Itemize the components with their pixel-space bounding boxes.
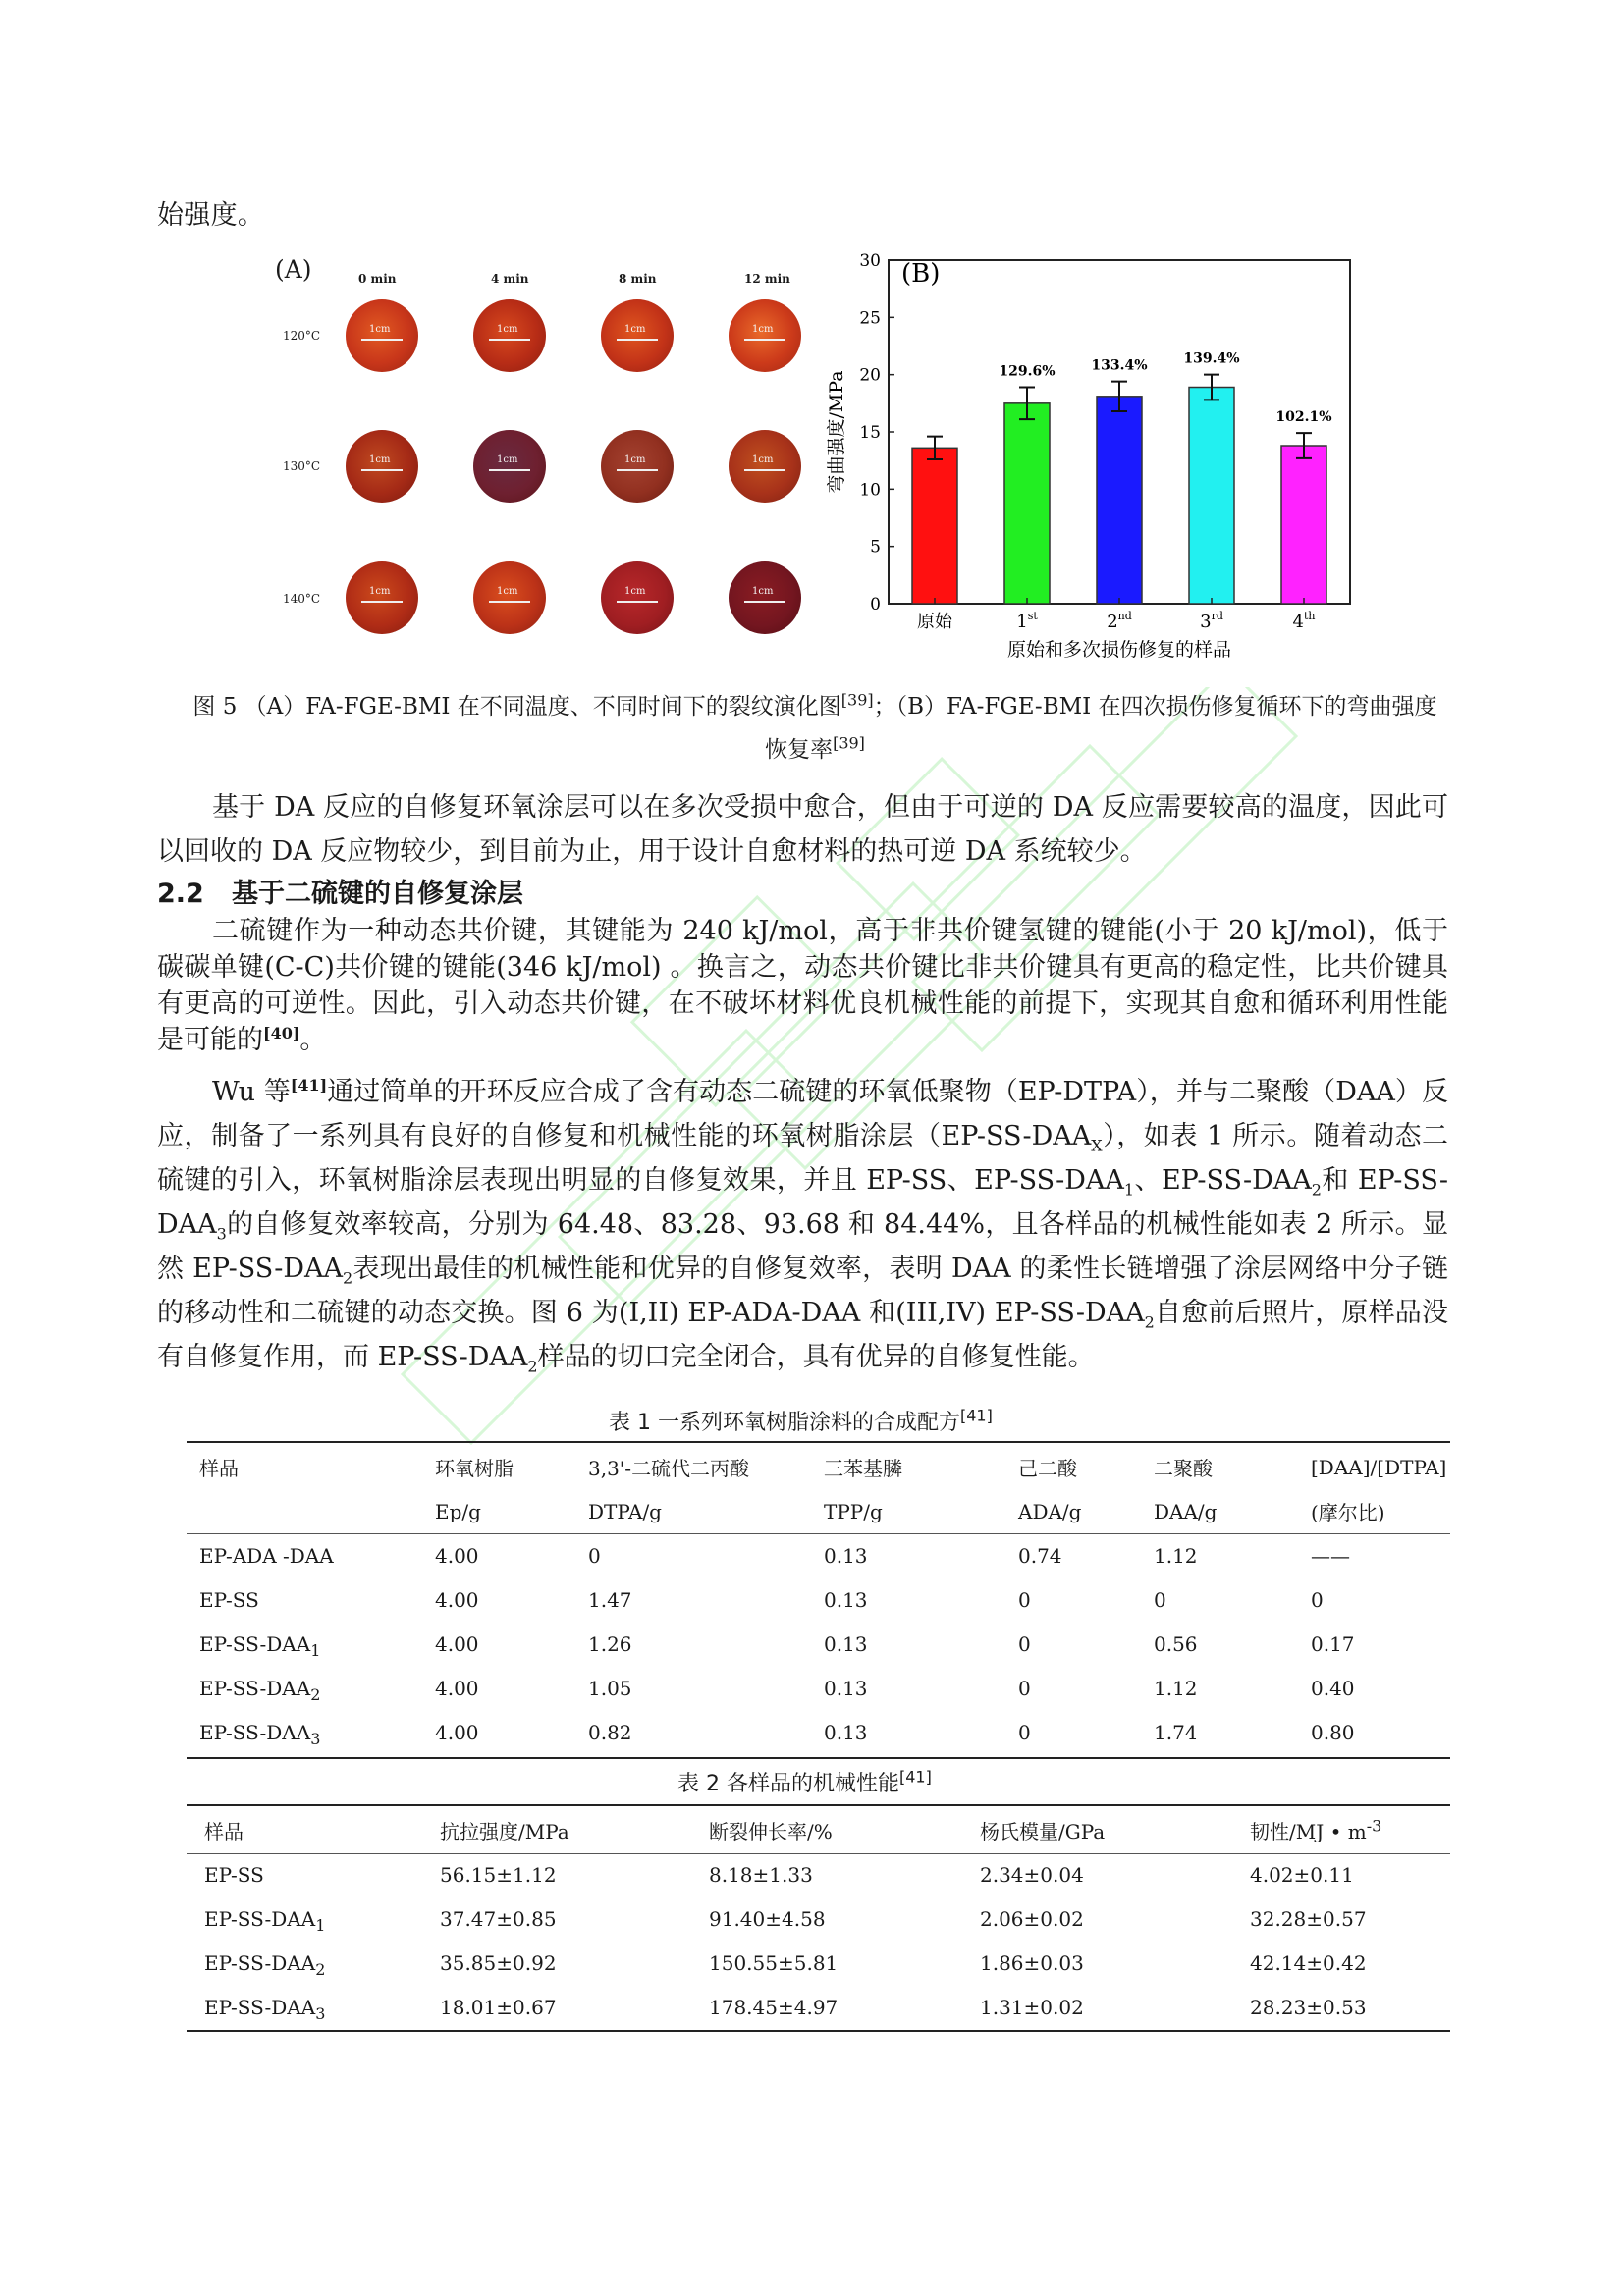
table-cell: 56.15±1.12: [440, 1862, 557, 1887]
panel-b-label: (B): [901, 259, 941, 289]
scale-label: 1cm: [752, 324, 774, 335]
table-cell: 0.82: [588, 1720, 632, 1744]
table-header: [1250, 1808, 1450, 1852]
sample-name: EP-ADA -DAA: [199, 1543, 334, 1568]
table-header: 抗拉强度/MPa: [440, 1820, 569, 1843]
scale-label: 1cm: [752, 586, 774, 597]
table-cell: 35.85±0.92: [440, 1950, 557, 1975]
table-subheader-row: [199, 1489, 1450, 1533]
scale-bar: [361, 469, 403, 471]
x-tick-superscript: rd: [1211, 610, 1223, 622]
scale-bar: [489, 601, 530, 603]
table-cell: 4.00: [435, 1543, 479, 1568]
table-cell: 91.40±4.58: [709, 1906, 826, 1931]
sample-disc: [729, 299, 801, 372]
table-cell: 0.80: [1311, 1720, 1355, 1744]
sample-name: EP-SS-DAA: [199, 1631, 311, 1656]
table-cell: 178.45±4.97: [709, 1995, 839, 2019]
paragraph-text: 的自修复效率较高，分别为 64.48、83.28、93.68 和 84.44%，且各样品的机械性能如表 2 所示。显然 EP-SS-DAA: [157, 1209, 1448, 1284]
y-tick-label: 20: [859, 365, 881, 386]
table-subheader: (摩尔比): [1311, 1501, 1385, 1524]
sample-disc: [346, 561, 418, 634]
table-cell: 4.00: [435, 1720, 479, 1744]
sample-disc: [729, 430, 801, 503]
table-cell: 0.13: [824, 1631, 868, 1656]
table-cell: 0: [588, 1543, 601, 1568]
paragraph-text: 样品的切口完全闭合，具有优异的自修复性能。: [537, 1342, 1095, 1372]
scale-bar: [489, 469, 530, 471]
table-cell: 0: [1311, 1587, 1324, 1612]
y-tick-label: 30: [859, 251, 881, 271]
scale-label: 1cm: [624, 324, 646, 335]
scale-label: 1cm: [369, 454, 391, 465]
subscript: 2: [527, 1357, 538, 1376]
paragraph-text: 表现出最佳的机械性能和优异的自修复效率，表明 DAA 的柔性长链增强了涂层网络中分子链的移动性和二硫键的动态交换。图 6 为(I,II) EP-ADA-DAA 和(III,IV) EP-SS-DAA: [157, 1254, 1448, 1328]
table-header: 断裂伸长率/%: [709, 1820, 833, 1843]
table-row: [199, 1622, 1450, 1666]
sample-subscript: 1: [315, 1915, 326, 1935]
scale-bar: [361, 339, 403, 341]
x-tick-label: [1107, 610, 1132, 632]
time-label: 4 min: [491, 272, 529, 286]
table-2-caption: [677, 1767, 932, 1797]
temp-label: 130°C: [283, 459, 321, 473]
table-row: [199, 1666, 1450, 1710]
table-cell: 0.40: [1311, 1676, 1355, 1700]
table-subheader: DTPA/g: [588, 1499, 662, 1523]
subscript: 1: [1123, 1180, 1135, 1200]
table-rule: [187, 1441, 1450, 1443]
table-cell: 0.74: [1018, 1543, 1062, 1568]
table-cell: 8.18±1.33: [709, 1862, 813, 1887]
table-header: 杨氏模量/GPa: [980, 1820, 1106, 1843]
sample-name-cell: [204, 1852, 440, 1896]
bar: [1281, 446, 1326, 604]
sample-name-cell: [199, 1622, 435, 1666]
subscript: X: [1091, 1136, 1103, 1155]
caption-part: ；（B）FA-FGE-BMI 在四次损伤修复循环下的弯曲强度: [873, 694, 1437, 720]
scale-label: 1cm: [624, 454, 646, 465]
sample-disc: [601, 430, 674, 503]
table-header-row: [199, 1445, 1450, 1489]
table-header-text: 韧性/MJ • m: [1250, 1820, 1367, 1843]
table-cell: 37.47±0.85: [440, 1906, 557, 1931]
table-cell: 0: [1018, 1720, 1031, 1744]
table-cell: 150.55±5.81: [709, 1950, 839, 1975]
paragraph-text: 通过简单的开环反应合成了含有动态二硫键的环氧低聚物（EP-DTPA），并与二聚酸（DAA）反应，制备了一系列具有良好的自修复和机械性能的环氧树脂涂层（EP-SS-DAA: [157, 1077, 1448, 1151]
table-cell: 1.47: [588, 1587, 632, 1612]
sample-disc: [601, 299, 674, 372]
table-cell: 0.13: [824, 1676, 868, 1700]
y-tick-label: 25: [859, 308, 881, 329]
table-header: [DAA]/[DTPA]: [1311, 1455, 1447, 1479]
table-caption-ref: [41]: [960, 1406, 993, 1425]
paragraph-text: ），如表 1 所示。随着动态二硫键的引入，环氧树脂涂层表现出明显的自修复效果，并且 EP-SS、EP-SS-DAA: [157, 1121, 1449, 1196]
table-cell: 0.17: [1311, 1631, 1355, 1656]
data-label: 139.4%: [1183, 350, 1240, 367]
sample-name: EP-SS-DAA: [199, 1720, 311, 1744]
paragraph: [157, 1070, 1448, 1379]
paragraph-text: 自愈前后照片，原样品没有自修复作用，而 EP-SS-DAA: [157, 1298, 1449, 1372]
figure-5-panel-b-chart: [825, 245, 1375, 667]
table-cell: 4.00: [435, 1587, 479, 1612]
sample-name-cell: [199, 1533, 435, 1577]
y-tick-label: 10: [859, 480, 881, 501]
scale-bar: [617, 601, 658, 603]
table-cell: ——: [1311, 1543, 1350, 1568]
table-subheader: TPP/g: [824, 1499, 883, 1523]
sample-name: EP-SS-DAA: [199, 1676, 311, 1700]
scale-label: 1cm: [752, 454, 774, 465]
x-axis-label: 原始和多次损伤修复的样品: [1006, 639, 1232, 661]
sample-disc: [473, 299, 546, 372]
sample-name: EP-SS-DAA: [204, 1906, 316, 1931]
x-tick-text: 3: [1200, 612, 1212, 632]
data-label: 133.4%: [1091, 357, 1148, 374]
table-cell: 1.05: [588, 1676, 632, 1700]
sample-subscript: 3: [310, 1729, 321, 1748]
sample-disc: [346, 430, 418, 503]
data-label: 129.6%: [999, 363, 1056, 380]
subscript: 3: [216, 1224, 227, 1244]
sample-disc: [346, 299, 418, 372]
table-subheader: [199, 1489, 435, 1533]
section-number: 2.2: [157, 879, 204, 909]
x-tick-label: [1016, 610, 1038, 632]
scale-label: 1cm: [497, 454, 518, 465]
table-cell: 0.13: [824, 1543, 868, 1568]
bar: [912, 448, 957, 604]
scale-label: 1cm: [369, 324, 391, 335]
table-row: [204, 1896, 1450, 1941]
sample-subscript: 2: [315, 1959, 326, 1979]
bar: [1189, 388, 1234, 605]
table-rule: [187, 2030, 1450, 2032]
scale-label: 1cm: [624, 586, 646, 597]
sample-disc: [729, 561, 801, 634]
caption-part: 图 5 （A）FA-FGE-BMI 在不同温度、不同时间下的裂纹演化图: [192, 694, 841, 720]
table-subheader: Ep/g: [435, 1499, 481, 1523]
x-tick-superscript: nd: [1117, 610, 1132, 622]
sample-disc: [473, 561, 546, 634]
table-2: [204, 1808, 1450, 2029]
scale-label: 1cm: [497, 324, 518, 335]
table-cell: 0: [1018, 1587, 1031, 1612]
table-cell: 0: [1018, 1676, 1031, 1700]
sample-subscript: 3: [315, 2003, 326, 2023]
table-subheader: ADA/g: [1018, 1499, 1082, 1523]
table-header: 二聚酸: [1154, 1457, 1213, 1480]
continued-text: 始强度。: [157, 200, 265, 231]
table-cell: 2.34±0.04: [980, 1862, 1084, 1887]
sample-name: EP-SS: [204, 1862, 264, 1887]
scale-bar: [617, 339, 658, 341]
section-title: 基于二硫键的自修复涂层: [232, 879, 524, 909]
table-cell: 0.56: [1154, 1631, 1198, 1656]
scale-bar: [489, 339, 530, 341]
bar: [1097, 397, 1142, 604]
table-cell: 32.28±0.57: [1250, 1906, 1367, 1931]
subscript: 2: [342, 1268, 353, 1288]
table-cell: 1.26: [588, 1631, 632, 1656]
scale-label: 1cm: [369, 586, 391, 597]
table-header: 环氧树脂: [435, 1457, 514, 1480]
table-rule: [187, 1853, 1450, 1854]
table-header-row: [204, 1808, 1450, 1852]
scale-bar: [361, 601, 403, 603]
table-header: 3,3'-二硫代二丙酸: [588, 1457, 750, 1480]
x-tick-superscript: st: [1027, 610, 1038, 622]
table-row: [204, 1852, 1450, 1896]
table-cell: 4.02±0.11: [1250, 1862, 1354, 1887]
table-row: [204, 1941, 1450, 1985]
sample-name: EP-SS-DAA: [204, 1995, 316, 2019]
table-1-caption: [609, 1406, 993, 1436]
y-tick-label: 15: [859, 423, 881, 443]
data-label: 102.1%: [1275, 409, 1332, 426]
temp-label: 120°C: [283, 329, 321, 343]
sample-subscript: 2: [310, 1684, 321, 1704]
table-cell: 1.12: [1154, 1543, 1198, 1568]
caption-ref: [39]: [840, 690, 874, 710]
panel-a-label: (A): [275, 255, 312, 284]
citation: [41]: [290, 1076, 328, 1095]
table-cell: 1.86±0.03: [980, 1950, 1084, 1975]
paragraph-text: 二硫键作为一种动态共价键，其键能为 240 kJ/mol，高于非共价键氢键的键能(小于 20 kJ/mol)，低于碳碳单键(C-C)共价键的键能(346 kJ/mol) 。换言之，动态共价键比非共价键具有更高的稳定性，比共价键具有更高的可逆性。因此，引入动态共价键，在不破坏材料优良机械性能的前提下，实现其自愈和循环利用性能是可能的: [157, 916, 1448, 1055]
x-tick-text: 2: [1107, 612, 1118, 632]
paragraph-text: 。: [299, 1025, 327, 1055]
table-cell: 1.12: [1154, 1676, 1198, 1700]
scale-bar: [744, 601, 785, 603]
y-tick-label: 5: [870, 537, 881, 558]
table-caption-text: 表 1 一系列环氧树脂涂料的合成配方: [609, 1411, 960, 1435]
sample-name: EP-SS-DAA: [204, 1950, 316, 1975]
table-header: 三苯基膦: [824, 1457, 902, 1480]
table-rule: [187, 1533, 1450, 1534]
table-caption-text: 表 2 各样品的机械性能: [677, 1772, 899, 1796]
sample-name-cell: [199, 1666, 435, 1710]
x-tick-label: [1200, 610, 1223, 632]
table-cell: 4.00: [435, 1676, 479, 1700]
bar: [1004, 403, 1050, 604]
x-tick-text: 原始: [917, 612, 952, 632]
time-label: 0 min: [358, 272, 397, 286]
table-1: [199, 1445, 1450, 1754]
table-cell: 4.00: [435, 1631, 479, 1656]
x-tick-text: 4: [1292, 612, 1304, 632]
sample-subscript: 1: [310, 1640, 321, 1660]
sample-name: EP-SS: [199, 1587, 259, 1612]
scale-bar: [744, 469, 785, 471]
y-tick-label: 0: [870, 595, 881, 614]
scale-label: 1cm: [497, 586, 518, 597]
citation: [40]: [263, 1024, 300, 1042]
table-row: [199, 1533, 1450, 1577]
table-cell: 18.01±0.67: [440, 1995, 557, 2019]
sample-name-cell: [204, 1985, 440, 2029]
section-heading: [157, 872, 523, 910]
table-cell: 0: [1018, 1631, 1031, 1656]
table-cell: 42.14±0.42: [1250, 1950, 1367, 1975]
scale-bar: [617, 469, 658, 471]
table-rule: [187, 1757, 1450, 1759]
x-tick-label: [1293, 610, 1316, 632]
caption-ref: [39]: [833, 733, 865, 753]
table-header: 己二酸: [1018, 1457, 1077, 1480]
table-row: [199, 1577, 1450, 1622]
subscript: 2: [1311, 1180, 1322, 1200]
table-header: 样品: [204, 1820, 244, 1843]
table-caption-ref: [41]: [898, 1767, 932, 1787]
paragraph-text: Wu 等: [212, 1077, 291, 1107]
sample-name-cell: [199, 1577, 435, 1622]
table-cell: 2.06±0.02: [980, 1906, 1084, 1931]
table-cell: 0.13: [824, 1587, 868, 1612]
table-cell: 28.23±0.53: [1250, 1995, 1367, 2019]
sample-name-cell: [199, 1710, 435, 1754]
y-axis-label: 弯曲强度/MPa: [826, 370, 847, 494]
table-rule: [187, 1804, 1450, 1806]
table-header: 样品: [199, 1457, 239, 1480]
time-label: 12 min: [744, 272, 790, 286]
time-label: 8 min: [619, 272, 657, 286]
table-cell: 0: [1154, 1587, 1166, 1612]
table-cell: 0.13: [824, 1720, 868, 1744]
sample-name-cell: [204, 1896, 440, 1941]
table-header-sup: -3: [1366, 1816, 1382, 1836]
temp-label: 140°C: [283, 592, 321, 606]
paragraph-text: 、EP-SS-DAA: [1134, 1165, 1312, 1196]
table-cell: 1.74: [1154, 1720, 1198, 1744]
table-cell: 1.31±0.02: [980, 1995, 1084, 2019]
x-tick-label: [917, 612, 953, 632]
figure-5-caption: [157, 685, 1473, 772]
table-row: [199, 1710, 1450, 1754]
x-tick-superscript: th: [1303, 610, 1316, 622]
paragraph: 基于 DA 反应的自修复环氧涂层可以在多次受损中愈合，但由于可逆的 DA 反应需要较高的温度，因此可以回收的 DA 反应物较少，到目前为止，用于设计自愈材料的热可逆 DA 系统较少。: [157, 792, 1448, 867]
sample-disc: [601, 561, 674, 634]
x-tick-text: 1: [1016, 612, 1028, 632]
figure-5-panel-a: [275, 255, 825, 648]
sample-name-cell: [204, 1941, 440, 1985]
subscript: 2: [1144, 1312, 1155, 1332]
scale-bar: [744, 339, 785, 341]
sample-disc: [473, 430, 546, 503]
table-subheader: DAA/g: [1154, 1499, 1218, 1523]
paragraph-text: 和 EP-SS-DAA: [157, 1165, 1448, 1240]
paragraph: [157, 913, 1448, 1058]
table-row: [204, 1985, 1450, 2029]
caption-part: 恢复率: [765, 737, 834, 763]
